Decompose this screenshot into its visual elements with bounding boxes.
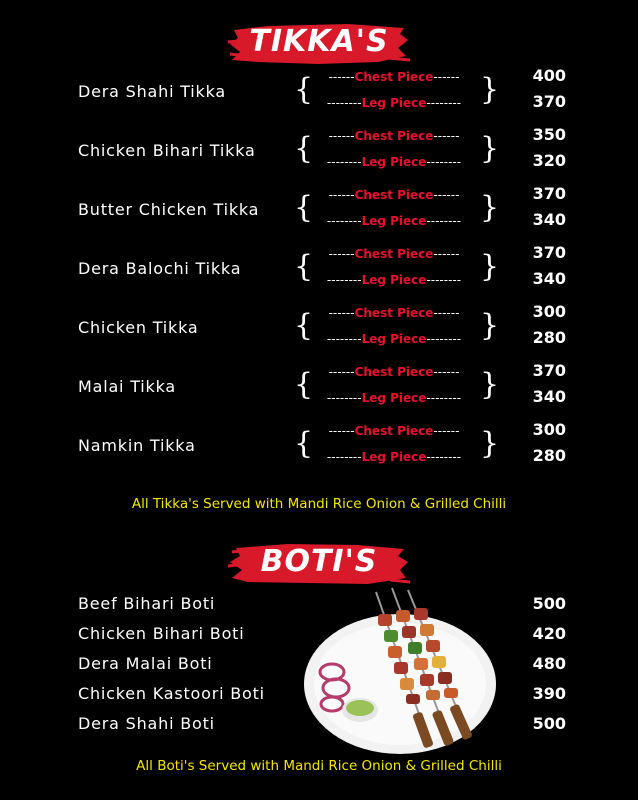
right-brace: } <box>480 190 500 225</box>
leg-piece-text: Leg Piece <box>361 214 427 228</box>
left-brace: { <box>294 190 314 225</box>
chest-piece-label: ------Chest Piece------ <box>328 70 460 84</box>
leg-piece-price: 280 <box>532 328 566 347</box>
chest-piece-label: ------Chest Piece------ <box>328 306 460 320</box>
boti-item-name: Chicken Kastoori Boti <box>78 684 265 703</box>
left-brace: { <box>294 367 314 402</box>
chest-piece-text: Chest Piece <box>354 306 434 320</box>
chest-piece-text: Chest Piece <box>354 70 434 84</box>
chest-piece-price: 300 <box>532 302 566 321</box>
right-brace: } <box>480 308 500 343</box>
tikka-item-row <box>0 302 638 358</box>
left-brace: { <box>294 131 314 166</box>
tikka-item-name: Dera Shahi Tikka <box>78 82 226 101</box>
chest-piece-price: 370 <box>532 361 566 380</box>
chest-piece-price: 300 <box>532 420 566 439</box>
right-brace: } <box>480 367 500 402</box>
leg-piece-price: 340 <box>532 387 566 406</box>
chest-piece-price: 350 <box>532 125 566 144</box>
leg-piece-text: Leg Piece <box>361 273 427 287</box>
chest-piece-label: ------Chest Piece------ <box>328 188 460 202</box>
chest-piece-label: ------Chest Piece------ <box>328 247 460 261</box>
tikka-section-banner <box>228 20 410 68</box>
boti-serving-note: All Boti's Served with Mandi Rice Onion & Grilled Chilli <box>136 758 502 774</box>
chest-piece-text: Chest Piece <box>354 365 434 379</box>
tikka-item-row <box>0 243 638 299</box>
boti-item-price: 390 <box>532 684 566 703</box>
left-brace: { <box>294 249 314 284</box>
leg-piece-price: 340 <box>532 210 566 229</box>
chest-piece-text: Chest Piece <box>354 188 434 202</box>
leg-piece-price: 370 <box>532 92 566 111</box>
leg-piece-text: Leg Piece <box>361 450 427 464</box>
right-brace: } <box>480 131 500 166</box>
leg-piece-label: --------Leg Piece-------- <box>326 391 462 405</box>
leg-piece-label: --------Leg Piece-------- <box>326 332 462 346</box>
leg-piece-text: Leg Piece <box>361 332 427 346</box>
boti-section-title: BOTI'S <box>260 544 378 579</box>
boti-item-price: 500 <box>532 594 566 613</box>
tikka-serving-note: All Tikka's Served with Mandi Rice Onion & Grilled Chilli <box>131 496 507 512</box>
tikka-item-row <box>0 361 638 417</box>
leg-piece-label: --------Leg Piece-------- <box>326 273 462 287</box>
left-brace: { <box>294 308 314 343</box>
skewered-boti-plate-image <box>296 584 496 754</box>
tikka-item-row <box>0 184 638 240</box>
right-brace: } <box>480 72 500 107</box>
chest-piece-label: ------Chest Piece------ <box>328 365 460 379</box>
leg-piece-price: 320 <box>532 151 566 170</box>
tikka-item-name: Chicken Tikka <box>78 318 199 337</box>
chest-piece-text: Chest Piece <box>354 247 434 261</box>
leg-piece-label: --------Leg Piece-------- <box>326 155 462 169</box>
boti-item-name: Chicken Bihari Boti <box>78 624 245 643</box>
leg-piece-text: Leg Piece <box>361 391 427 405</box>
tikka-item-name: Malai Tikka <box>78 377 176 396</box>
tikka-item-row <box>0 125 638 181</box>
boti-item-price: 500 <box>532 714 566 733</box>
boti-item-price: 480 <box>532 654 566 673</box>
boti-item-price: 420 <box>532 624 566 643</box>
boti-section-banner <box>228 540 410 588</box>
boti-item-name: Dera Malai Boti <box>78 654 213 673</box>
boti-item-name: Beef Bihari Boti <box>78 594 216 613</box>
tikka-item-name: Namkin Tikka <box>78 436 196 455</box>
boti-item-name: Dera Shahi Boti <box>78 714 215 733</box>
tikka-item-name: Chicken Bihari Tikka <box>78 141 256 160</box>
tikka-item-name: Butter Chicken Tikka <box>78 200 260 219</box>
leg-piece-text: Leg Piece <box>361 155 427 169</box>
tikka-item-row <box>0 420 638 476</box>
leg-piece-price: 280 <box>532 446 566 465</box>
leg-piece-label: --------Leg Piece-------- <box>326 450 462 464</box>
chest-piece-label: ------Chest Piece------ <box>328 424 460 438</box>
tikka-section-title: TIKKA'S <box>249 24 389 59</box>
tikka-item-name: Dera Balochi Tikka <box>78 259 242 278</box>
chest-piece-text: Chest Piece <box>354 424 434 438</box>
leg-piece-label: --------Leg Piece-------- <box>326 214 462 228</box>
right-brace: } <box>480 249 500 284</box>
left-brace: { <box>294 72 314 107</box>
chest-piece-label: ------Chest Piece------ <box>328 129 460 143</box>
leg-piece-price: 340 <box>532 269 566 288</box>
tikka-item-row <box>0 66 638 122</box>
leg-piece-text: Leg Piece <box>361 96 427 110</box>
leg-piece-label: --------Leg Piece-------- <box>326 96 462 110</box>
chest-piece-price: 370 <box>532 184 566 203</box>
left-brace: { <box>294 426 314 461</box>
chest-piece-price: 400 <box>532 66 566 85</box>
chest-piece-price: 370 <box>532 243 566 262</box>
chest-piece-text: Chest Piece <box>354 129 434 143</box>
right-brace: } <box>480 426 500 461</box>
